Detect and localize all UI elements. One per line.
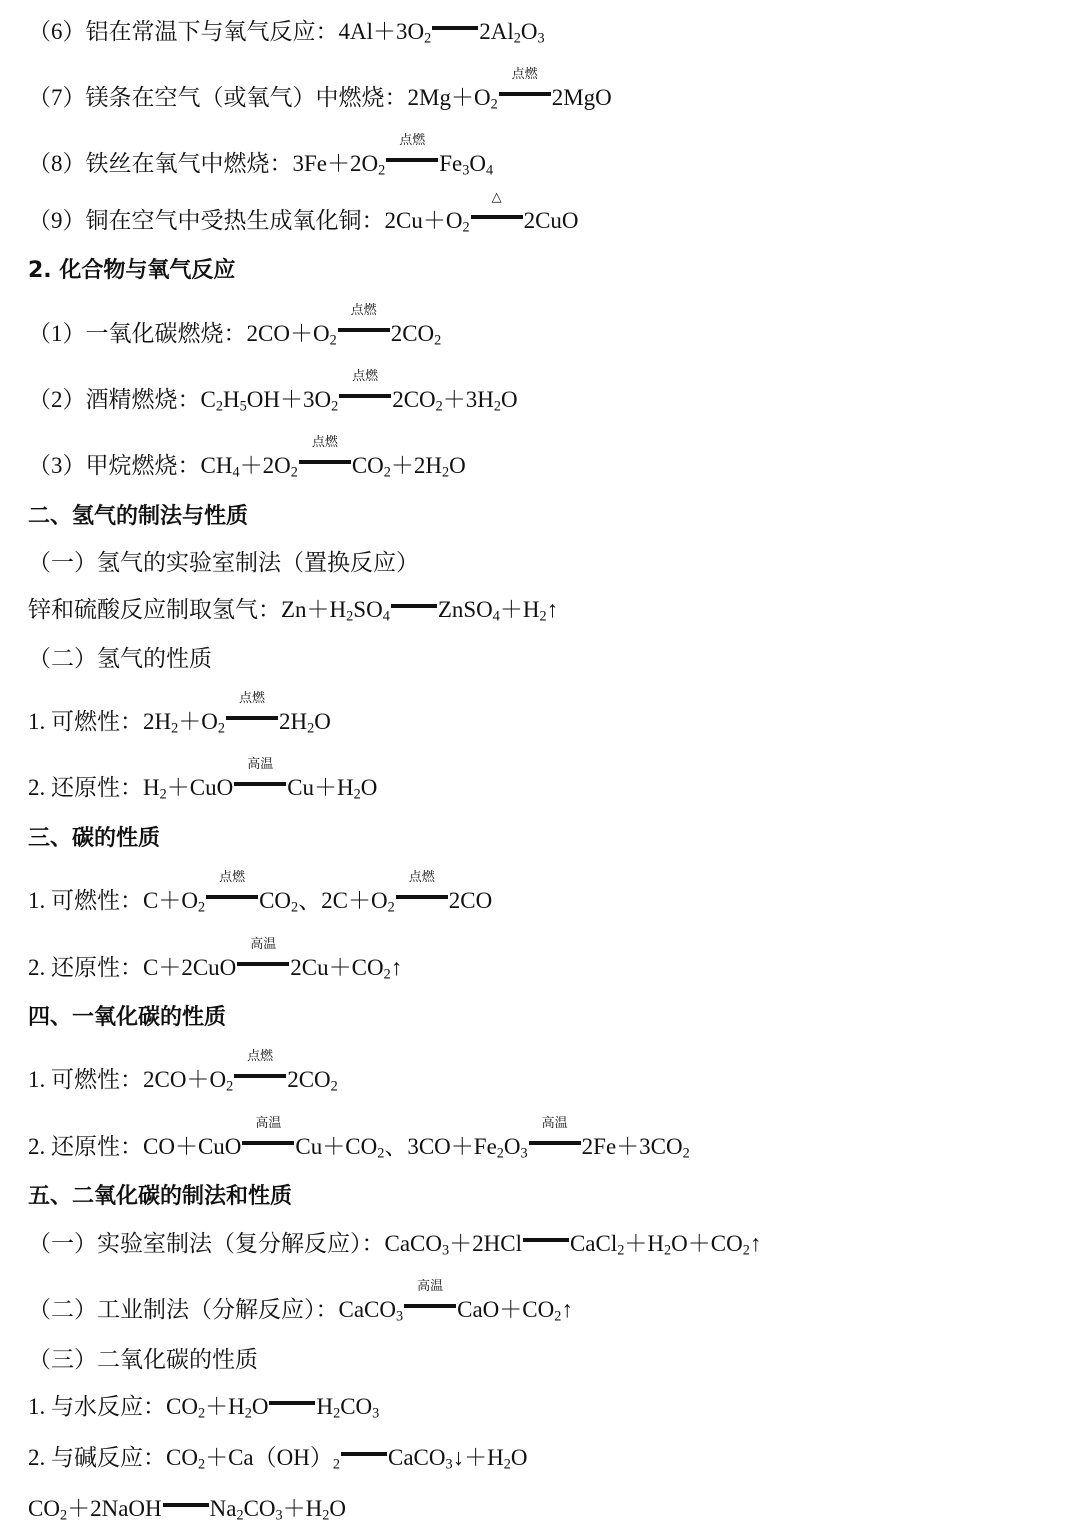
equation-text: ＋H — [282, 1496, 323, 1521]
equation-text: OH＋3O — [246, 387, 332, 412]
subscript: 2 — [664, 1242, 672, 1259]
equation-text: 2CO＋O — [143, 1067, 227, 1092]
subscript: 2 — [682, 1145, 690, 1162]
text-line — [28, 1391, 379, 1422]
equation-text: 2CO — [287, 1067, 331, 1092]
equation-text: C — [200, 387, 216, 412]
text-line — [28, 691, 331, 737]
reaction-arrow — [339, 369, 391, 407]
subscript: 3 — [275, 1507, 283, 1524]
text-line — [28, 1279, 573, 1325]
chemical-equation — [143, 870, 493, 916]
subscript: 2 — [332, 1456, 340, 1473]
subscript: 2 — [378, 162, 386, 179]
chemical-equation — [384, 1231, 762, 1259]
line-label: （2）酒精燃烧： — [28, 387, 201, 412]
equation-text: 2CO＋O — [246, 321, 330, 346]
equation-text: 2CO — [448, 888, 493, 913]
equation-text: O — [449, 453, 466, 478]
equation-text: ＋2O — [239, 453, 291, 478]
reaction-arrow — [338, 303, 390, 341]
text-line — [28, 1116, 690, 1162]
subscript: 2 — [503, 1456, 511, 1473]
subscript: 4 — [232, 464, 240, 481]
subscript: 2 — [554, 1308, 562, 1325]
subscript: 2 — [513, 30, 521, 47]
chemical-equation — [166, 1445, 528, 1473]
text-line — [28, 369, 518, 415]
equation-text: 、3CO＋Fe — [384, 1134, 497, 1159]
reaction-condition: 高温 — [255, 1116, 282, 1132]
equation-text: 2H — [279, 709, 308, 734]
subscript: 2 — [331, 398, 339, 415]
double-line-sign — [299, 460, 351, 464]
equation-text: CO＋CuO — [143, 1134, 242, 1159]
subscript: 2 — [493, 398, 502, 415]
subscript: 4 — [486, 162, 494, 179]
reaction-arrow — [299, 435, 351, 473]
subscript: 2 — [617, 1242, 625, 1259]
text-line — [28, 594, 558, 625]
equation-text: 2CuO — [523, 208, 579, 233]
equation-text: 2MgO — [551, 85, 612, 110]
equation-text: CH — [200, 453, 233, 478]
subscript: 2 — [330, 1078, 338, 1095]
equation-text: O — [503, 1134, 521, 1159]
line-label: （二）氢气的性质 — [28, 646, 212, 671]
reaction-condition: 点燃 — [350, 303, 377, 319]
line-label: （三）二氧化碳的性质 — [28, 1347, 258, 1372]
reaction-arrow — [391, 594, 437, 617]
reaction-arrow — [471, 190, 523, 228]
subscript: 2 — [307, 720, 315, 737]
subscript: 2 — [462, 219, 470, 236]
reaction-arrow — [499, 67, 551, 105]
equation-text: ZnSO — [437, 597, 493, 622]
equation-text: ↑ — [546, 597, 559, 622]
subscript: 2 — [435, 398, 443, 415]
text-line — [28, 757, 378, 803]
text-line — [28, 1049, 338, 1095]
chemical-equation — [200, 369, 518, 415]
subscript: 2 — [383, 464, 391, 481]
reaction-condition: 点燃 — [238, 691, 265, 707]
double-line-sign — [386, 158, 438, 162]
double-line-sign — [341, 1452, 387, 1456]
chemical-equation — [246, 303, 442, 349]
equation-text: C＋O — [143, 888, 198, 913]
line-label: 锌和硫酸反应制取氢气： — [28, 597, 281, 622]
equation-text: 2Fe＋3CO — [581, 1134, 683, 1159]
equation-text: H — [316, 1394, 334, 1419]
equation-text: ＋2HCl — [449, 1231, 522, 1256]
equation-text: C＋2CuO — [143, 955, 237, 980]
reaction-arrow — [396, 870, 448, 908]
reaction-condition: 点燃 — [399, 133, 426, 149]
double-line-sign — [206, 895, 258, 899]
double-line-sign — [269, 1401, 315, 1405]
text-line — [28, 190, 579, 236]
reaction-arrow — [386, 133, 438, 171]
line-label: （8）铁丝在氧气中燃烧： — [28, 151, 293, 176]
line-label: 五、二氧化碳的制法和性质 — [28, 1184, 293, 1209]
reaction-condition: 高温 — [250, 937, 277, 953]
double-line-sign — [242, 1141, 294, 1145]
equation-text: 2H — [143, 709, 172, 734]
double-line-sign — [396, 895, 448, 899]
chemical-equation — [200, 435, 466, 481]
subscript: 2 — [346, 608, 354, 625]
subscript: 2 — [291, 899, 299, 916]
line-label: 2. 与碱反应： — [28, 1445, 166, 1470]
line-label: 二、氢气的制法与性质 — [28, 504, 249, 529]
equation-text: ＋O — [178, 709, 218, 734]
line-label: （9）铜在空气中受热生成氧化铜： — [28, 208, 385, 233]
equation-text: 2CO — [390, 321, 435, 346]
reaction-condition: 点燃 — [408, 870, 435, 886]
text-line — [28, 1345, 258, 1375]
line-label: 四、一氧化碳的性质 — [28, 1005, 227, 1030]
chemical-equation — [338, 19, 545, 47]
reaction-arrow — [341, 1442, 387, 1465]
subscript: 4 — [382, 608, 390, 625]
subscript: 2 — [322, 1507, 330, 1524]
double-line-sign — [391, 604, 437, 608]
line-label: 2. 还原性： — [28, 775, 143, 800]
line-label: （1）一氧化碳燃烧： — [28, 321, 247, 346]
equation-text: ＋H — [205, 1394, 245, 1419]
subscript: 2 — [434, 332, 442, 349]
equation-text: 3Fe＋2O — [292, 151, 379, 176]
equation-text: CO — [259, 888, 292, 913]
equation-text: CaCO — [387, 1445, 446, 1470]
line-label: （一）氢气的实验室制法（置换反应） — [28, 550, 419, 575]
equation-text: O — [329, 1496, 347, 1521]
equation-text: O — [469, 151, 486, 176]
double-line-sign — [237, 962, 289, 966]
double-line-sign — [529, 1141, 581, 1145]
subscript: 2 — [197, 1405, 206, 1422]
equation-text: CaO＋CO — [457, 1297, 555, 1322]
reaction-arrow — [432, 16, 478, 39]
equation-text: CO — [243, 1496, 276, 1521]
reaction-condition: 点燃 — [247, 1049, 274, 1065]
equation-text: ↑ — [561, 1297, 573, 1322]
section-heading — [28, 824, 160, 854]
line-label: 1. 与水反应： — [28, 1394, 166, 1419]
text-line — [28, 1442, 527, 1473]
section-heading — [28, 256, 235, 286]
text-line — [28, 67, 612, 113]
equation-text: ↑ — [749, 1231, 762, 1256]
equation-text: H — [143, 775, 160, 800]
text-line — [28, 303, 442, 349]
subscript: 2 — [539, 608, 547, 625]
equation-text: ＋H — [624, 1231, 664, 1256]
line-label: 1. 可燃性： — [28, 709, 143, 734]
equation-text: ＋Ca（OH） — [205, 1445, 333, 1470]
subscript: 2 — [215, 398, 223, 415]
chemical-equation — [407, 67, 612, 113]
reaction-arrow — [242, 1116, 294, 1154]
double-line-sign — [339, 394, 391, 398]
subscript: 2 — [290, 464, 298, 481]
equation-text: O — [510, 1445, 528, 1470]
chemical-equation — [292, 133, 494, 179]
chemical-equation — [28, 1496, 347, 1524]
reaction-arrow — [163, 1493, 209, 1516]
equation-text: ＋H — [499, 597, 540, 622]
reaction-arrow — [404, 1279, 456, 1317]
chemical-equation — [143, 937, 403, 983]
subscript: 2 — [333, 1405, 341, 1422]
double-line-sign — [338, 328, 390, 332]
equation-text: O — [520, 19, 538, 44]
equation-text: Fe — [439, 151, 463, 176]
reaction-arrow — [529, 1116, 581, 1154]
reaction-arrow — [234, 757, 286, 795]
equation-text: 2Al — [479, 19, 514, 44]
double-line-sign — [523, 1238, 569, 1242]
subscript: 3 — [462, 162, 470, 179]
subscript: 3 — [396, 1308, 404, 1325]
equation-text: SO — [353, 597, 383, 622]
double-line-sign — [404, 1304, 456, 1308]
line-label: （6）铝在常温下与氧气反应： — [28, 19, 339, 44]
text-line — [28, 870, 493, 916]
equation-text: CO — [166, 1394, 198, 1419]
subscript: 3 — [537, 30, 545, 47]
subscript: 2 — [383, 966, 391, 983]
equation-text: Na — [209, 1496, 237, 1521]
equation-text: CO — [28, 1496, 60, 1521]
subscript: 2 — [244, 1405, 252, 1422]
chemical-equation — [143, 1049, 338, 1095]
chemical-equation — [143, 1116, 690, 1162]
subscript: 2 — [226, 1078, 234, 1095]
equation-text: 4Al＋3O — [338, 19, 425, 44]
equation-text: ↓＋H — [452, 1445, 504, 1470]
text-line — [28, 435, 466, 481]
line-label: 2. 还原性： — [28, 955, 143, 980]
double-line-sign — [432, 26, 478, 30]
text-line — [28, 16, 545, 47]
equation-text: CO — [351, 453, 384, 478]
subscript: 3 — [520, 1145, 528, 1162]
line-label: （3）甲烷燃烧： — [28, 453, 201, 478]
double-line-sign — [471, 215, 523, 219]
subscript: 2 — [329, 332, 337, 349]
subscript: 3 — [372, 1405, 380, 1422]
chemical-equation — [143, 757, 378, 803]
subscript: 2 — [442, 464, 450, 481]
equation-text: 2Mg＋O — [407, 85, 491, 110]
equation-text: O — [360, 775, 378, 800]
double-line-sign — [234, 1074, 286, 1078]
reaction-arrow — [269, 1391, 315, 1414]
equation-text: O — [251, 1394, 269, 1419]
reaction-arrow — [523, 1228, 569, 1251]
equation-text: CaCl — [569, 1231, 618, 1256]
line-label: （7）镁条在空气（或氧气）中燃烧： — [28, 85, 408, 110]
subscript: 2 — [59, 1507, 68, 1524]
equation-text: 2Cu＋CO — [290, 955, 384, 980]
equation-text: O — [314, 709, 331, 734]
text-line — [28, 1493, 346, 1524]
equation-text: CaCO — [338, 1297, 396, 1322]
subscript: 2 — [496, 1145, 504, 1162]
equation-text: Cu＋H — [287, 775, 354, 800]
subscript: 3 — [445, 1456, 453, 1473]
subscript: 2 — [217, 720, 225, 737]
reaction-arrow — [234, 1049, 286, 1087]
subscript: 2 — [171, 720, 179, 737]
equation-text: H — [222, 387, 240, 412]
line-label: 2. 还原性： — [28, 1134, 143, 1159]
equation-text: O＋CO — [671, 1231, 743, 1256]
double-line-sign — [499, 92, 551, 96]
reaction-condition: 高温 — [417, 1279, 444, 1295]
subscript: 2 — [236, 1507, 244, 1524]
subscript: 4 — [492, 608, 500, 625]
chemical-equation — [338, 1279, 573, 1325]
subscript: 2 — [197, 1456, 206, 1473]
line-label: 2. 化合物与氧气反应 — [28, 258, 236, 283]
subscript: 2 — [490, 96, 498, 113]
text-line — [28, 133, 494, 179]
text-line — [28, 937, 403, 983]
reaction-condition: 高温 — [247, 757, 274, 773]
chemical-equation — [166, 1394, 380, 1422]
equation-text: O — [501, 387, 518, 412]
reaction-condition: 点燃 — [352, 369, 379, 385]
subscript: 2 — [197, 899, 206, 916]
equation-text: ＋3H — [442, 387, 494, 412]
subscript: 2 — [387, 899, 395, 916]
text-line — [28, 1228, 761, 1259]
line-label: （二）工业制法（分解反应）： — [28, 1297, 339, 1322]
equation-text: Cu＋CO — [295, 1134, 378, 1159]
line-label: 三、碳的性质 — [28, 826, 161, 851]
equation-text: ＋2H — [390, 453, 443, 478]
reaction-condition: 点燃 — [511, 67, 538, 83]
reaction-condition: 高温 — [541, 1116, 568, 1132]
section-heading — [28, 502, 248, 532]
reaction-arrow — [237, 937, 289, 975]
reaction-condition: 点燃 — [219, 870, 246, 886]
reaction-arrow — [226, 691, 278, 729]
equation-text: 2CO — [392, 387, 436, 412]
line-label: （一）实验室制法（复分解反应）： — [28, 1231, 385, 1256]
text-line — [28, 644, 212, 674]
subscript: 5 — [239, 398, 247, 415]
line-label: 1. 可燃性： — [28, 1067, 143, 1092]
equation-text: ↑ — [390, 955, 403, 980]
subscript: 2 — [742, 1242, 750, 1259]
subscript: 2 — [424, 30, 432, 47]
equation-text: ＋2NaOH — [67, 1496, 162, 1521]
equation-text: CO — [340, 1394, 373, 1419]
text-line — [28, 548, 419, 578]
subscript: 2 — [353, 786, 361, 803]
reaction-condition: △ — [491, 190, 502, 206]
equation-text: CaCO — [384, 1231, 442, 1256]
chemical-equation — [281, 597, 559, 625]
double-line-sign — [163, 1503, 209, 1507]
double-line-sign — [234, 782, 286, 786]
section-heading — [28, 1182, 292, 1212]
chemical-equation — [143, 691, 331, 737]
section-heading — [28, 1003, 226, 1033]
equation-text: ＋CuO — [166, 775, 234, 800]
subscript: 2 — [159, 786, 167, 803]
subscript: 2 — [377, 1145, 385, 1162]
subscript: 3 — [442, 1242, 450, 1259]
double-line-sign — [226, 716, 278, 720]
equation-text: Zn＋H — [281, 597, 347, 622]
chemical-equation — [384, 190, 579, 236]
line-label: 1. 可燃性： — [28, 888, 143, 913]
reaction-condition: 点燃 — [311, 435, 338, 451]
equation-text: 2Cu＋O — [384, 208, 463, 233]
equation-text: CO — [166, 1445, 198, 1470]
reaction-arrow — [206, 870, 258, 908]
equation-text: 、2C＋O — [298, 888, 388, 913]
